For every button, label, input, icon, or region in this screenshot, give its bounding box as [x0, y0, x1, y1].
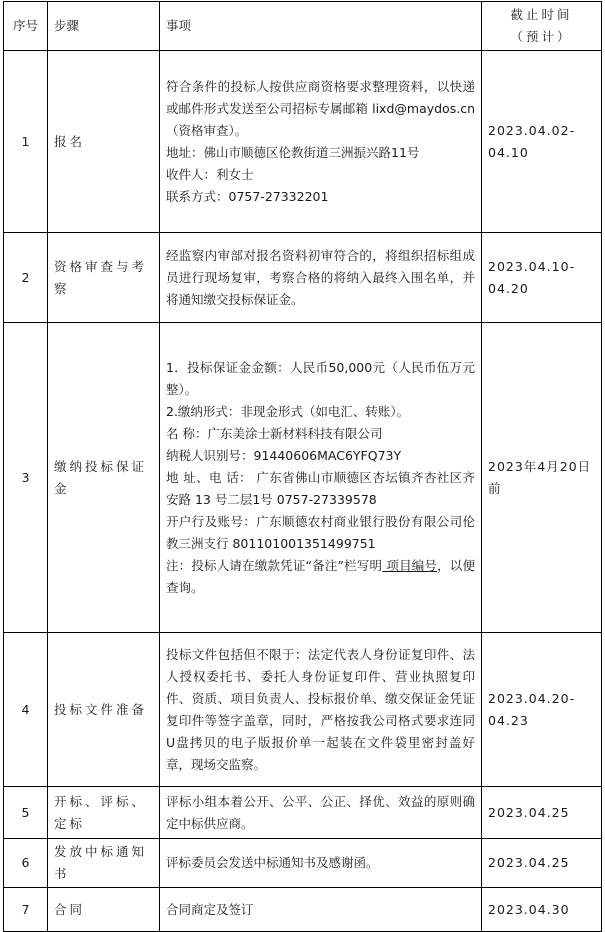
row-deadline: 2023.04.25 [482, 839, 602, 888]
note-project-number: 项目编号 [382, 557, 438, 573]
row-deadline: 2023.04.30 [482, 888, 602, 932]
item-line: 1．投标保证金金额：人民币50,000元（人民币伍万元整）。 [166, 359, 475, 397]
row-seq: 3 [4, 323, 48, 633]
note-prefix: 注：投标人请在缴款凭证“备注”栏写明 [166, 557, 383, 573]
note-suffix: ，以便查询。 [166, 557, 475, 595]
item-line: 纳税人识别号：91440606MAC6YFQ73Y [166, 447, 402, 463]
row-deadline: 2023年4月20日前 [482, 323, 602, 633]
item-line: 地址：佛山市顺德区伦教街道三洲振兴路11号 [166, 144, 420, 160]
row-step: 投标文件准备 [48, 633, 160, 787]
row-item [160, 323, 482, 633]
header-step: 步骤 [48, 2, 160, 51]
table-row [4, 233, 602, 323]
item-line: 联系方式：0757-27332201 [166, 188, 329, 204]
item-line: 地 址、电 话： 广东省佛山市顺德区杏坛镇齐杏社区齐安路 13 号二层1号 0757-27339578 [166, 469, 475, 507]
header-deadline-note: （预计） [510, 29, 573, 44]
item-line: 符合条件的投标人按供应商资格要求整理资料，以快递或邮件形式发送至公司招标专属邮箱 lixd@maydos.cn（资格审查）。 [166, 78, 475, 138]
header-deadline-label: 截止时间 [510, 7, 573, 22]
header-seq: 序号 [4, 2, 48, 51]
row-item [160, 839, 482, 888]
row-seq: 5 [4, 787, 48, 839]
item-line: 2.缴纳形式：非现金形式（如电汇、转账）。 [166, 403, 410, 419]
row-item [160, 888, 482, 932]
tender-schedule-table [3, 1, 602, 932]
row-item [160, 633, 482, 787]
row-deadline: 2023.04.25 [482, 787, 602, 839]
row-item [160, 233, 482, 323]
row-seq: 1 [4, 51, 48, 233]
row-step: 报名 [48, 51, 160, 233]
item-line: 合同商定及签订 [166, 901, 254, 917]
row-deadline: 2023.04.20-04.23 [482, 633, 602, 787]
row-step: 缴纳投标保证金 [48, 323, 160, 633]
row-seq: 7 [4, 888, 48, 932]
row-step: 合同 [48, 888, 160, 932]
table-row [4, 888, 602, 932]
header-item: 事项 [160, 2, 482, 51]
item-line: 评标委员会发送中标通知书及感谢函。 [166, 855, 379, 870]
row-step: 资格审查与考察 [48, 233, 160, 323]
item-line: 名 称：广东美涂士新材料科技有限公司 [166, 425, 383, 441]
row-seq: 6 [4, 839, 48, 888]
table-row [4, 323, 602, 633]
header-row [4, 2, 602, 51]
table-row [4, 787, 602, 839]
row-seq: 4 [4, 633, 48, 787]
item-line: 投标文件包括但不限于：法定代表人身份证复印件、法人授权委托书、委托人身份证复印件、营业执照复印件、资质、项目负责人、投标报价单、缴交保证金凭证复印件等签字盖章，同时，严格按我公司格式要求连同U盘拷贝的电子版报价单一起装在文件袋里密封盖好章，现场交监察。 [166, 646, 475, 772]
item-line: 开户行及账号：广东顺德农村商业银行股份有限公司伦教三洲支行 801101001351499751 [166, 513, 475, 551]
table-row [4, 839, 602, 888]
table-row [4, 51, 602, 233]
row-item [160, 51, 482, 233]
item-line: 评标小组本着公开、公平、公正、择优、效益的原则确定中标供应商。 [166, 793, 475, 831]
row-seq: 2 [4, 233, 48, 323]
row-step: 发放中标通知书 [48, 839, 160, 888]
row-item [160, 787, 482, 839]
item-note [166, 555, 475, 599]
table-row [4, 633, 602, 787]
item-line: 收件人：利女士 [166, 166, 254, 182]
row-step: 开标、评标、定标 [48, 787, 160, 839]
row-deadline: 2023.04.02-04.10 [482, 51, 602, 233]
row-deadline: 2023.04.10-04.20 [482, 233, 602, 323]
item-line: 经监察内审部对报名资料初审符合的，将组织招标组成员进行现场复审，考察合格的将纳入最终入围名单，并将通知缴交投标保证金。 [166, 247, 475, 307]
header-deadline [482, 2, 602, 51]
